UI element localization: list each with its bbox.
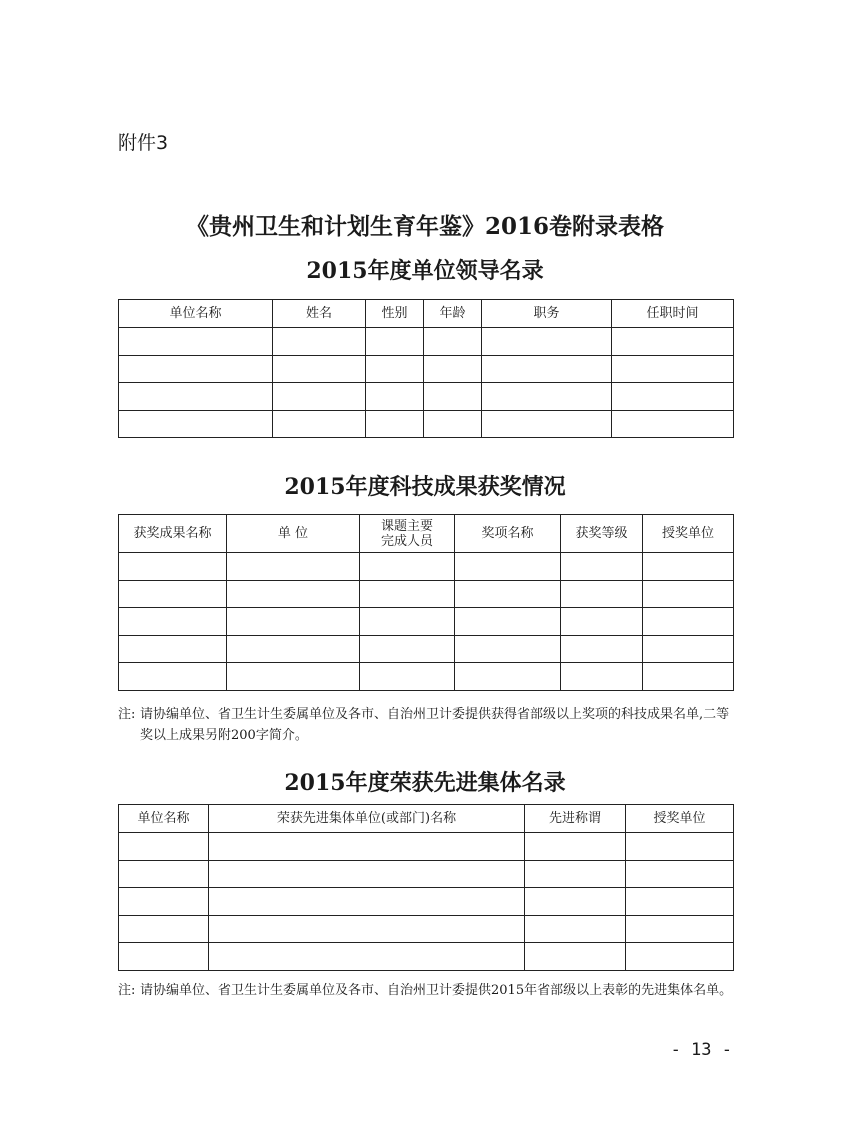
header-cell: 任职时间 [612,300,734,328]
note-text: 请协编单位、省卫生计生委属单位及各市、自治州卫计委提供获得省部级以上奖项的科技成果名单,二等奖以上成果另附200字简介。 [140,707,730,743]
table-row [119,383,734,411]
collective-table [118,804,734,971]
section1-title: 2015年度单位领导名录 [306,258,544,284]
table-row [119,663,734,691]
header-cell: 单 位 [227,515,360,553]
header-cell: 性别 [366,300,424,328]
table-row [119,943,734,971]
collective-note [118,980,734,1001]
header-cell: 获奖成果名称 [119,515,227,553]
header-cell: 获奖等级 [561,515,643,553]
table-row [119,581,734,608]
table-row [119,916,734,943]
table-row [119,411,734,438]
award-note [118,704,734,746]
header-cell: 单位名称 [119,300,273,328]
award-table [118,514,734,691]
header-cell: 年龄 [424,300,482,328]
page-number: - 13 - [670,1040,732,1060]
note-prefix: 注: [118,983,136,998]
table-row [119,356,734,383]
header-cell: 奖项名称 [455,515,561,553]
header-cell: 荣获先进集体单位(或部门)名称 [209,805,525,833]
header-cell: 职务 [482,300,612,328]
note-text: 请协编单位、省卫生计生委属单位及各市、自治州卫计委提供2015年省部级以上表彰的先进集体名单。 [140,983,733,998]
table-row [119,888,734,916]
table-header-row [119,300,734,328]
table-header-row [119,515,734,553]
header-cell: 授奖单位 [626,805,734,833]
main-title: 《贵州卫生和计划生育年鉴》2016卷附录表格 [185,213,664,240]
table-row [119,833,734,861]
header-cell: 先进称谓 [525,805,626,833]
table-row [119,553,734,581]
section3-title: 2015年度荣获先进集体名录 [284,770,566,796]
table-header-row [119,805,734,833]
table-row [119,861,734,888]
leader-table [118,299,734,438]
section2-title: 2015年度科技成果获奖情况 [284,474,566,500]
note-prefix: 注: [118,707,136,722]
header-cell: 授奖单位 [643,515,734,553]
header-cell: 课题主要 完成人员 [360,515,455,553]
table-row [119,328,734,356]
header-cell: 单位名称 [119,805,209,833]
table-row [119,608,734,636]
header-cell: 姓名 [273,300,366,328]
attachment-label: 附件3 [118,132,169,154]
table-row [119,636,734,663]
